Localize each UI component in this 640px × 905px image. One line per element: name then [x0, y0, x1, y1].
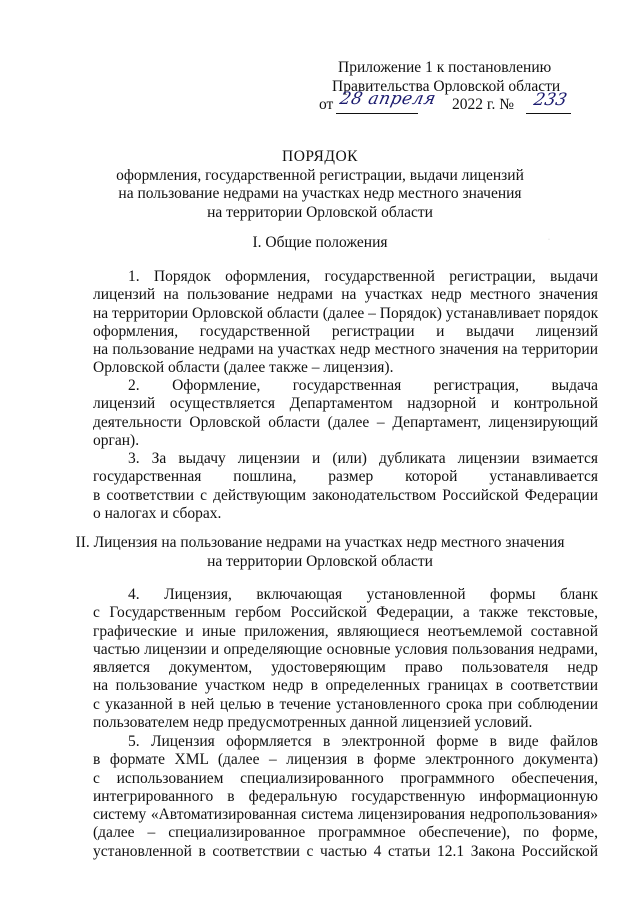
document-title [0, 148, 640, 222]
number-underline [526, 113, 571, 114]
text-line: на территории Орловской области (далее – Порядок) устанавливает порядок [93, 304, 599, 322]
title-line: на территории Орловской области [207, 203, 433, 221]
title-line: оформления, государственной регистрации, выдачи лицензий [116, 166, 524, 184]
section-2-heading [0, 534, 640, 571]
text-line: о налогах и сборах. [93, 504, 222, 522]
title-word: ПОРЯДОК [282, 148, 358, 165]
text-line: государственная пошлина, размер которой устанавливается [93, 468, 598, 486]
section-1-heading: I. Общие положения [252, 234, 388, 251]
text-line: 3. За выдачу лицензии и (или) дубликата лицензии взимается [128, 450, 598, 467]
appendix-line-2: Правительства Орловской области [332, 77, 561, 95]
text-line: лицензий осуществляется Департаментом надзорной и контрольной [93, 395, 598, 413]
text-line: в формате XML (далее – лицензия в форме электронного документа) [93, 751, 598, 769]
handwritten-date: 28 апреля [337, 89, 438, 109]
scan-speck: · [548, 237, 550, 243]
text-line: с Государственным гербом Российской Федерации, а также текстовые, [93, 604, 598, 622]
paragraph-3 [93, 450, 598, 523]
appendix-header [316, 59, 606, 116]
text-line: Орловской области (далее также – лицензия). [93, 359, 394, 377]
appendix-line-1: Приложение 1 к постановлению [338, 59, 552, 76]
text-line: интегрированного в федеральную государственную информационную [93, 787, 598, 805]
handwritten-number: 233 [531, 90, 569, 110]
text-line: оформления, государственной регистрации и выдачи лицензий [93, 322, 598, 340]
text-line: 4. Лицензия, включающая установленной формы бланк [128, 586, 598, 603]
text-line: с указанной в ней целью в течение установленного срока при соблюдении [93, 695, 598, 713]
text-line: графические и иные приложения, являющиеся неотъемлемой составной [93, 622, 598, 640]
text-line: 1. Порядок оформления, государственной регистрации, выдачи [128, 268, 598, 285]
text-line: орган). [93, 431, 140, 449]
paragraph-5 [93, 733, 598, 861]
heading-line: II. Лицензия на пользование недрами на участках недр местного значения [75, 534, 565, 551]
text-line: частью лицензии и определяющие основные условия пользования недрами, [93, 640, 598, 658]
paragraph-1 [93, 268, 598, 378]
text-line: (далее – специализированное программное обеспечение), по форме, [93, 824, 598, 842]
text-line: в соответствии с действующим законодательством Российской Федерации [93, 486, 598, 504]
date-underline [336, 113, 418, 114]
appendix-date-line [316, 89, 606, 116]
heading-line: на территории Орловской области [207, 552, 433, 570]
text-line: систему «Автоматизированная система лицензирования недропользования» [93, 806, 598, 824]
paragraph-4 [93, 586, 598, 732]
text-line: установленной в соответствии с частью 4 статьи 12.1 Закона Российской [93, 842, 598, 860]
text-line: с использованием специализированного программного обеспечения, [93, 769, 598, 787]
text-line: является документом, удостоверяющим право пользователя недр [93, 659, 598, 677]
year-and-number-label: 2022 г. № [452, 96, 515, 113]
text-line: на пользование участком недр в определенных границах в соответствии [93, 677, 598, 695]
title-line: на пользование недрами на участках недр местного значения [118, 185, 522, 202]
text-line: лицензий на пользование недрами на участках недр местного значения [93, 286, 598, 304]
paragraph-2 [93, 377, 598, 450]
text-line: 2. Оформление, государственная регистрация, выдача [128, 377, 598, 394]
text-line: на пользование недрами на участках недр местного значения на территории [93, 341, 598, 359]
text-line: пользователем недр предусмотренных данной лицензией условий. [93, 714, 533, 732]
text-line: 5. Лицензия оформляется в электронной форме в виде файлов [128, 733, 598, 750]
date-prefix: от [319, 96, 334, 113]
text-line: деятельности Орловской области (далее – Департамент, лицензирующий [93, 413, 598, 431]
